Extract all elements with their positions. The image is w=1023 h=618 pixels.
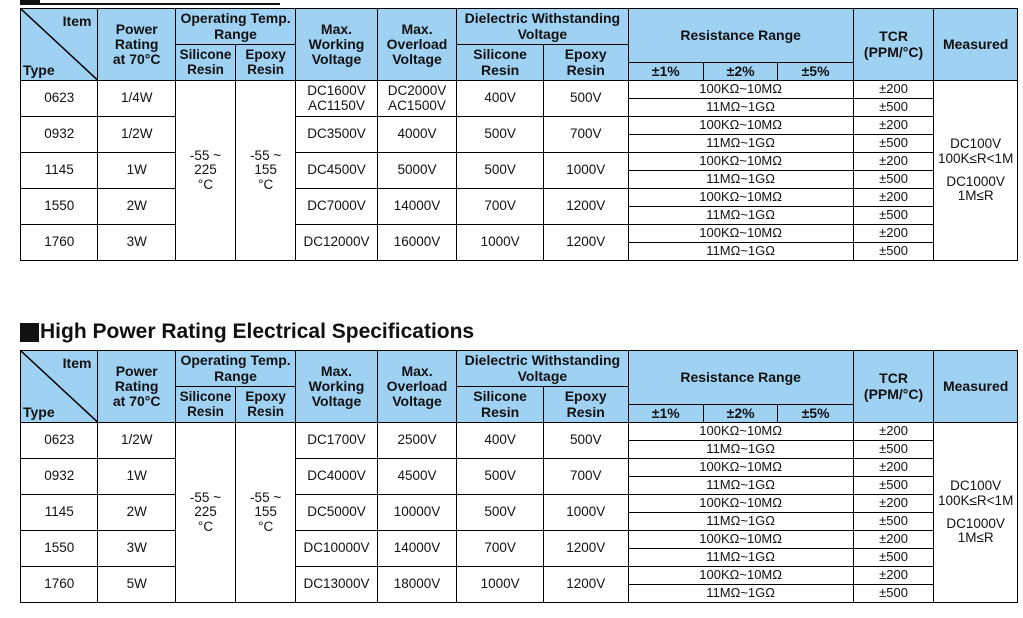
resistance-range-cell: 11MΩ~1GΩ bbox=[628, 513, 853, 531]
measured-cell bbox=[934, 81, 1018, 261]
resistance-range-cell: 100KΩ~10MΩ bbox=[628, 189, 853, 207]
spec-row bbox=[21, 117, 1018, 135]
resistance-range-cell: 100KΩ~10MΩ bbox=[628, 423, 853, 441]
measured-header: Measured bbox=[934, 351, 1018, 423]
power-rating-cell: 1/4W bbox=[98, 81, 175, 117]
measured-line-3: DC1000V bbox=[946, 173, 1005, 189]
power-rating-label: Power Rating bbox=[114, 20, 159, 52]
temp-silicone-header: Silicone Resin bbox=[175, 45, 235, 81]
tcr-cell: ±500 bbox=[853, 585, 934, 603]
item-type-header bbox=[21, 351, 98, 423]
dielectric-epoxy-header: Epoxy Resin bbox=[543, 45, 628, 81]
dielectric-epoxy-cell: 500V bbox=[543, 81, 628, 117]
max-overload-voltage-cell: 10000V bbox=[377, 495, 457, 531]
max-overload-voltage-cell: 18000V bbox=[377, 567, 457, 603]
resistance-range-cell: 100KΩ~10MΩ bbox=[628, 531, 853, 549]
max-overload-voltage-cell: 14000V bbox=[377, 531, 457, 567]
tcr-cell: ±200 bbox=[853, 495, 934, 513]
measured-line-2: 100K≤R<1M bbox=[937, 492, 1014, 508]
dielectric-epoxy-cell: 700V bbox=[543, 117, 628, 153]
resistance-range-cell: 100KΩ~10MΩ bbox=[628, 459, 853, 477]
max-overload-voltage-cell: 14000V bbox=[377, 189, 457, 225]
tcr-unit-label: (PPM/°C) bbox=[863, 43, 924, 60]
dielectric-silicone-cell: 500V bbox=[457, 459, 544, 495]
resistance-range-cell: 11MΩ~1GΩ bbox=[628, 585, 853, 603]
resistance-range-cell: 11MΩ~1GΩ bbox=[628, 99, 853, 117]
power-rating-cell: 1W bbox=[98, 153, 175, 189]
type-cell: 0623 bbox=[21, 81, 98, 117]
spec-row bbox=[21, 189, 1018, 207]
temp-silicone-header: Silicone Resin bbox=[175, 387, 235, 423]
measured-line-1: DC100V bbox=[950, 136, 1002, 152]
dielectric-silicone-cell: 400V bbox=[457, 423, 544, 459]
max-overload-voltage-header: Max. Overload Voltage bbox=[377, 351, 457, 423]
spec-row bbox=[21, 531, 1018, 549]
type-cell: 0932 bbox=[21, 117, 98, 153]
operating-temp-header: Operating Temp. Range bbox=[175, 9, 295, 45]
type-label: Type bbox=[23, 403, 55, 420]
spec-row bbox=[21, 153, 1018, 171]
resistance-range-cell: 100KΩ~10MΩ bbox=[628, 567, 853, 585]
dielectric-header: Dielectric Withstanding Voltage bbox=[457, 351, 628, 387]
temp-silicone-cell: -55 ~ 225 °C bbox=[175, 81, 235, 261]
dielectric-silicone-cell: 1000V bbox=[457, 567, 544, 603]
power-rating-header bbox=[98, 351, 175, 423]
spec-row bbox=[21, 495, 1018, 513]
section2-title-marker bbox=[20, 323, 39, 342]
tolerance-5-header: ±5% bbox=[778, 63, 853, 81]
temp-epoxy-header: Epoxy Resin bbox=[236, 387, 296, 423]
resistance-range-cell: 100KΩ~10MΩ bbox=[628, 495, 853, 513]
type-cell: 1550 bbox=[21, 531, 98, 567]
dielectric-epoxy-cell: 1200V bbox=[543, 189, 628, 225]
dielectric-silicone-cell: 700V bbox=[457, 189, 544, 225]
tcr-label: TCR bbox=[879, 28, 908, 45]
operating-temp-header: Operating Temp. Range bbox=[175, 351, 295, 387]
tcr-cell: ±200 bbox=[853, 189, 934, 207]
dielectric-silicone-header: Silicone Resin bbox=[457, 45, 544, 81]
power-rating-cell: 1/2W bbox=[98, 117, 175, 153]
dielectric-epoxy-cell: 1000V bbox=[543, 153, 628, 189]
item-label: Item bbox=[62, 13, 92, 29]
measured-line-2: 100K≤R<1M bbox=[937, 150, 1014, 166]
tcr-cell: ±200 bbox=[853, 81, 934, 99]
tcr-cell: ±500 bbox=[853, 171, 934, 189]
tolerance-1-header: ±1% bbox=[628, 63, 703, 81]
section1-title-underline bbox=[40, 3, 280, 5]
type-label: Type bbox=[23, 61, 55, 78]
dielectric-silicone-cell: 500V bbox=[457, 153, 544, 189]
dielectric-epoxy-cell: 500V bbox=[543, 423, 628, 459]
max-overload-voltage-cell: 16000V bbox=[377, 225, 457, 261]
dielectric-epoxy-cell: 700V bbox=[543, 459, 628, 495]
resistance-range-cell: 11MΩ~1GΩ bbox=[628, 207, 853, 225]
power-rating-header bbox=[98, 9, 175, 81]
max-working-voltage-cell: DC1600V AC1150V bbox=[296, 81, 378, 117]
max-overload-voltage-cell: 2500V bbox=[377, 423, 457, 459]
resistance-range-cell: 11MΩ~1GΩ bbox=[628, 477, 853, 495]
tcr-cell: ±500 bbox=[853, 549, 934, 567]
max-working-voltage-cell: DC4500V bbox=[296, 153, 378, 189]
dielectric-epoxy-cell: 1200V bbox=[543, 567, 628, 603]
temp-epoxy-header: Epoxy Resin bbox=[236, 45, 296, 81]
tcr-cell: ±500 bbox=[853, 99, 934, 117]
resistance-range-header: Resistance Range bbox=[628, 351, 853, 405]
tcr-cell: ±200 bbox=[853, 531, 934, 549]
section1-title-marker bbox=[20, 0, 40, 5]
resistance-range-cell: 11MΩ~1GΩ bbox=[628, 243, 853, 261]
spec-table-2 bbox=[20, 350, 1018, 603]
tcr-cell: ±500 bbox=[853, 135, 934, 153]
type-cell: 1145 bbox=[21, 495, 98, 531]
resistance-range-cell: 100KΩ~10MΩ bbox=[628, 81, 853, 99]
spec-row bbox=[21, 459, 1018, 477]
measured-header: Measured bbox=[934, 9, 1018, 81]
temp-epoxy-cell: -55 ~ 155 °C bbox=[236, 423, 296, 603]
tcr-header bbox=[853, 9, 934, 81]
max-working-voltage-cell: DC10000V bbox=[296, 531, 378, 567]
max-working-voltage-cell: DC4000V bbox=[296, 459, 378, 495]
resistance-range-cell: 100KΩ~10MΩ bbox=[628, 117, 853, 135]
max-overload-voltage-cell: 4500V bbox=[377, 459, 457, 495]
power-rating-cell: 3W bbox=[98, 531, 175, 567]
type-cell: 1145 bbox=[21, 153, 98, 189]
dielectric-silicone-cell: 500V bbox=[457, 117, 544, 153]
spec-row bbox=[21, 81, 1018, 99]
tcr-cell: ±200 bbox=[853, 567, 934, 585]
max-working-voltage-cell: DC13000V bbox=[296, 567, 378, 603]
spec-row bbox=[21, 225, 1018, 243]
max-working-voltage-cell: DC7000V bbox=[296, 189, 378, 225]
power-rating-temp-label: at 70°C bbox=[112, 51, 161, 68]
dielectric-silicone-cell: 1000V bbox=[457, 225, 544, 261]
dielectric-epoxy-cell: 1200V bbox=[543, 531, 628, 567]
tcr-cell: ±200 bbox=[853, 117, 934, 135]
temp-silicone-cell: -55 ~ 225 °C bbox=[175, 423, 235, 603]
type-cell: 1550 bbox=[21, 189, 98, 225]
max-working-voltage-header: Max. Working Voltage bbox=[296, 9, 378, 81]
resistance-range-cell: 100KΩ~10MΩ bbox=[628, 153, 853, 171]
dielectric-epoxy-header: Epoxy Resin bbox=[543, 387, 628, 423]
item-type-header bbox=[21, 9, 98, 81]
type-cell: 0623 bbox=[21, 423, 98, 459]
tolerance-1-header: ±1% bbox=[628, 405, 703, 423]
measured-line-1: DC100V bbox=[950, 478, 1002, 494]
tcr-cell: ±500 bbox=[853, 513, 934, 531]
tcr-label: TCR bbox=[879, 370, 908, 387]
temp-epoxy-cell: -55 ~ 155 °C bbox=[236, 81, 296, 261]
tcr-unit-label: (PPM/°C) bbox=[863, 385, 924, 402]
max-overload-voltage-cell: 5000V bbox=[377, 153, 457, 189]
spec-row bbox=[21, 567, 1018, 585]
type-cell: 0932 bbox=[21, 459, 98, 495]
power-rating-cell: 2W bbox=[98, 189, 175, 225]
power-rating-cell: 1/2W bbox=[98, 423, 175, 459]
type-cell: 1760 bbox=[21, 225, 98, 261]
tcr-cell: ±200 bbox=[853, 459, 934, 477]
tcr-cell: ±500 bbox=[853, 207, 934, 225]
resistance-range-cell: 100KΩ~10MΩ bbox=[628, 225, 853, 243]
tcr-header bbox=[853, 351, 934, 423]
tcr-cell: ±500 bbox=[853, 477, 934, 495]
spec-row bbox=[21, 423, 1018, 441]
type-cell: 1760 bbox=[21, 567, 98, 603]
resistance-range-cell: 11MΩ~1GΩ bbox=[628, 135, 853, 153]
power-rating-cell: 3W bbox=[98, 225, 175, 261]
dielectric-epoxy-cell: 1000V bbox=[543, 495, 628, 531]
resistance-range-cell: 11MΩ~1GΩ bbox=[628, 549, 853, 567]
max-overload-voltage-header: Max. Overload Voltage bbox=[377, 9, 457, 81]
dielectric-epoxy-cell: 1200V bbox=[543, 225, 628, 261]
section2-title bbox=[20, 320, 474, 344]
tcr-cell: ±500 bbox=[853, 441, 934, 459]
measured-line-3: DC1000V bbox=[946, 515, 1005, 531]
resistance-range-cell: 11MΩ~1GΩ bbox=[628, 171, 853, 189]
power-rating-cell: 5W bbox=[98, 567, 175, 603]
max-working-voltage-cell: DC1700V bbox=[296, 423, 378, 459]
resistance-range-cell: 11MΩ~1GΩ bbox=[628, 441, 853, 459]
measured-line-4: 1M≤R bbox=[957, 188, 994, 204]
tolerance-2-header: ±2% bbox=[703, 405, 777, 423]
max-working-voltage-cell: DC3500V bbox=[296, 117, 378, 153]
measured-cell bbox=[934, 423, 1018, 603]
max-working-voltage-header: Max. Working Voltage bbox=[296, 351, 378, 423]
tcr-cell: ±200 bbox=[853, 225, 934, 243]
tcr-cell: ±500 bbox=[853, 243, 934, 261]
dielectric-header: Dielectric Withstanding Voltage bbox=[457, 9, 628, 45]
power-rating-temp-label: at 70°C bbox=[112, 393, 161, 410]
tolerance-2-header: ±2% bbox=[703, 63, 777, 81]
item-label: Item bbox=[62, 355, 92, 371]
power-rating-cell: 1W bbox=[98, 459, 175, 495]
dielectric-silicone-cell: 700V bbox=[457, 531, 544, 567]
tcr-cell: ±200 bbox=[853, 153, 934, 171]
measured-line-4: 1M≤R bbox=[957, 530, 994, 546]
spec-table-1 bbox=[20, 8, 1018, 261]
max-working-voltage-cell: DC5000V bbox=[296, 495, 378, 531]
dielectric-silicone-cell: 500V bbox=[457, 495, 544, 531]
max-working-voltage-cell: DC12000V bbox=[296, 225, 378, 261]
dielectric-silicone-cell: 400V bbox=[457, 81, 544, 117]
section2-title-text: High Power Rating Electrical Specifications bbox=[40, 320, 475, 343]
max-overload-voltage-cell: DC2000V AC1500V bbox=[377, 81, 457, 117]
dielectric-silicone-header: Silicone Resin bbox=[457, 387, 544, 423]
max-overload-voltage-cell: 4000V bbox=[377, 117, 457, 153]
tcr-cell: ±200 bbox=[853, 423, 934, 441]
power-rating-label: Power Rating bbox=[114, 362, 159, 394]
power-rating-cell: 2W bbox=[98, 495, 175, 531]
tolerance-5-header: ±5% bbox=[778, 405, 853, 423]
resistance-range-header: Resistance Range bbox=[628, 9, 853, 63]
